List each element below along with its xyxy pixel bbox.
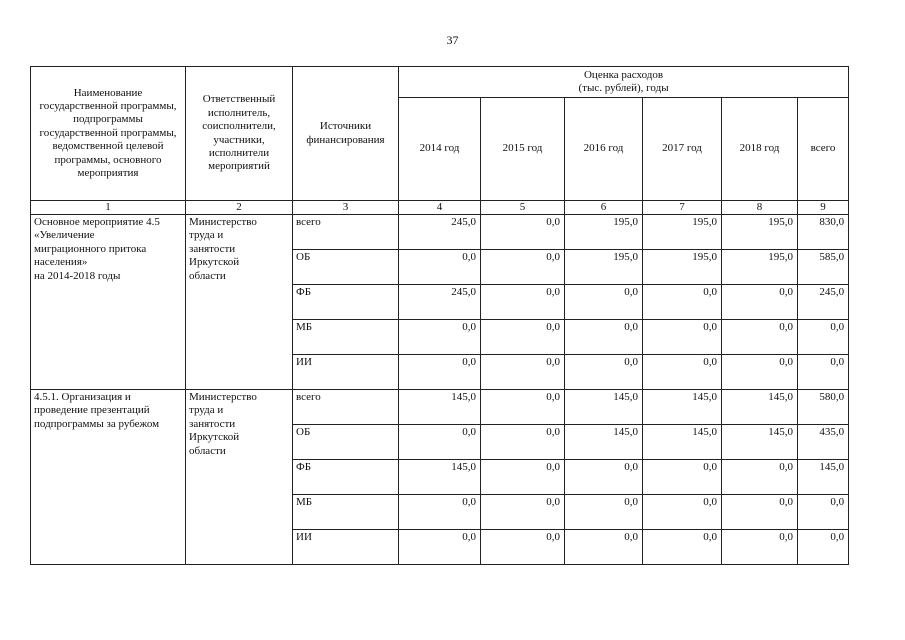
value-cell: 245,0 — [399, 285, 481, 320]
responsible-line: Иркутской — [189, 256, 240, 269]
header-year: 2015 год — [481, 98, 565, 201]
header-year: 2017 год — [643, 98, 722, 201]
column-number: 1 — [31, 201, 186, 215]
column-number: 5 — [481, 201, 565, 215]
table-row — [31, 390, 849, 425]
value-cell: 0,0 — [565, 530, 643, 565]
source-cell: МБ — [293, 320, 399, 355]
measure-name-line: 4.5.1. Организация и — [34, 391, 131, 403]
measure-name-line: на 2014-2018 годы — [34, 269, 121, 282]
value-cell: 245,0 — [798, 285, 849, 320]
header-year: 2014 год — [399, 98, 481, 201]
responsible-line: труда и — [189, 229, 224, 242]
value-cell: 195,0 — [565, 250, 643, 285]
column-number: 4 — [399, 201, 481, 215]
value-cell: 245,0 — [399, 215, 481, 250]
value-cell: 0,0 — [565, 320, 643, 355]
value-cell: 0,0 — [565, 355, 643, 390]
value-cell: 0,0 — [481, 250, 565, 285]
responsible-cell — [186, 390, 293, 565]
value-cell: 0,0 — [399, 320, 481, 355]
header-year: 2018 год — [722, 98, 798, 201]
table-body — [31, 215, 849, 565]
value-cell: 0,0 — [643, 495, 722, 530]
header-costs — [399, 67, 849, 98]
value-cell: 195,0 — [722, 215, 798, 250]
value-cell: 0,0 — [722, 530, 798, 565]
value-cell: 0,0 — [643, 285, 722, 320]
value-cell: 0,0 — [399, 425, 481, 460]
responsible-line: Министерство — [189, 216, 257, 228]
value-cell: 0,0 — [722, 355, 798, 390]
value-cell: 0,0 — [722, 495, 798, 530]
value-cell: 0,0 — [481, 495, 565, 530]
value-cell: 0,0 — [481, 530, 565, 565]
value-cell: 0,0 — [481, 425, 565, 460]
measure-name-line: миграционного притока — [34, 242, 147, 255]
source-cell: ИИ — [293, 530, 399, 565]
value-cell: 195,0 — [643, 250, 722, 285]
source-cell: всего — [293, 390, 399, 425]
responsible-line: занятости — [189, 417, 236, 430]
value-cell: 145,0 — [399, 390, 481, 425]
responsible-line: области — [189, 269, 226, 282]
source-cell: всего — [293, 215, 399, 250]
column-number: 2 — [186, 201, 293, 215]
column-number: 3 — [293, 201, 399, 215]
value-cell: 0,0 — [399, 495, 481, 530]
value-cell: 580,0 — [798, 390, 849, 425]
value-cell: 145,0 — [565, 425, 643, 460]
value-cell: 435,0 — [798, 425, 849, 460]
value-cell: 0,0 — [798, 495, 849, 530]
value-cell: 0,0 — [481, 355, 565, 390]
value-cell: 585,0 — [798, 250, 849, 285]
value-cell: 195,0 — [565, 215, 643, 250]
value-cell: 830,0 — [798, 215, 849, 250]
value-cell: 0,0 — [399, 530, 481, 565]
value-cell: 145,0 — [565, 390, 643, 425]
value-cell: 0,0 — [565, 495, 643, 530]
value-cell: 0,0 — [722, 460, 798, 495]
value-cell: 0,0 — [798, 320, 849, 355]
measure-name-line: проведение презентаций — [34, 404, 150, 417]
header-name-column: Наименование государственной программы, подпрограммы государственной программы, ведомственной целевой программы, основного мероприятия — [31, 67, 186, 201]
source-cell: ФБ — [293, 460, 399, 495]
responsible-line: труда и — [189, 404, 224, 417]
header-costs-subtitle: (тыс. рублей), годы — [578, 82, 669, 94]
source-cell: ИИ — [293, 355, 399, 390]
measure-name-line: «Увеличение — [34, 229, 95, 242]
column-number: 8 — [722, 201, 798, 215]
measure-name-line: населения» — [34, 256, 88, 269]
value-cell: 0,0 — [643, 320, 722, 355]
value-cell: 0,0 — [399, 250, 481, 285]
value-cell: 0,0 — [798, 355, 849, 390]
page-number: 37 — [446, 33, 459, 47]
column-number: 6 — [565, 201, 643, 215]
source-cell: ФБ — [293, 285, 399, 320]
value-cell: 0,0 — [481, 460, 565, 495]
budget-table — [30, 66, 849, 565]
value-cell: 0,0 — [798, 530, 849, 565]
header-year: 2016 год — [565, 98, 643, 201]
measure-name-line: подпрограммы за рубежом — [34, 417, 160, 430]
source-cell: ОБ — [293, 425, 399, 460]
value-cell: 145,0 — [722, 390, 798, 425]
value-cell: 0,0 — [481, 320, 565, 355]
value-cell: 0,0 — [565, 285, 643, 320]
source-cell: МБ — [293, 495, 399, 530]
value-cell: 0,0 — [643, 355, 722, 390]
table-header — [31, 67, 849, 215]
header-year-total: всего — [798, 98, 849, 201]
header-responsible-column: Ответственный исполнитель, соисполнители, участники, исполнители мероприятий — [186, 67, 293, 201]
value-cell: 195,0 — [722, 250, 798, 285]
header-costs-title: Оценка расходов — [583, 68, 664, 81]
value-cell: 145,0 — [643, 425, 722, 460]
value-cell: 145,0 — [643, 390, 722, 425]
header-sources-column: Источники финансирования — [293, 67, 399, 201]
responsible-line: Иркутской — [189, 431, 240, 444]
column-number: 7 — [643, 201, 722, 215]
responsible-cell — [186, 215, 293, 390]
value-cell: 0,0 — [643, 460, 722, 495]
responsible-line: области — [189, 444, 226, 457]
source-cell: ОБ — [293, 250, 399, 285]
measure-name-cell — [31, 215, 186, 390]
value-cell: 0,0 — [481, 215, 565, 250]
responsible-line: Министерство — [189, 391, 257, 403]
value-cell: 0,0 — [643, 530, 722, 565]
responsible-line: занятости — [189, 242, 236, 255]
value-cell: 0,0 — [481, 285, 565, 320]
value-cell: 0,0 — [722, 285, 798, 320]
column-number: 9 — [798, 201, 849, 215]
table-row — [31, 215, 849, 250]
value-cell: 0,0 — [722, 320, 798, 355]
measure-name-cell — [31, 390, 186, 565]
value-cell: 145,0 — [798, 460, 849, 495]
value-cell: 145,0 — [399, 460, 481, 495]
value-cell: 145,0 — [722, 425, 798, 460]
value-cell: 0,0 — [481, 390, 565, 425]
value-cell: 0,0 — [399, 355, 481, 390]
value-cell: 195,0 — [643, 215, 722, 250]
column-numbers-row — [31, 201, 849, 215]
measure-name-line: Основное мероприятие 4.5 — [34, 216, 160, 228]
value-cell: 0,0 — [565, 460, 643, 495]
